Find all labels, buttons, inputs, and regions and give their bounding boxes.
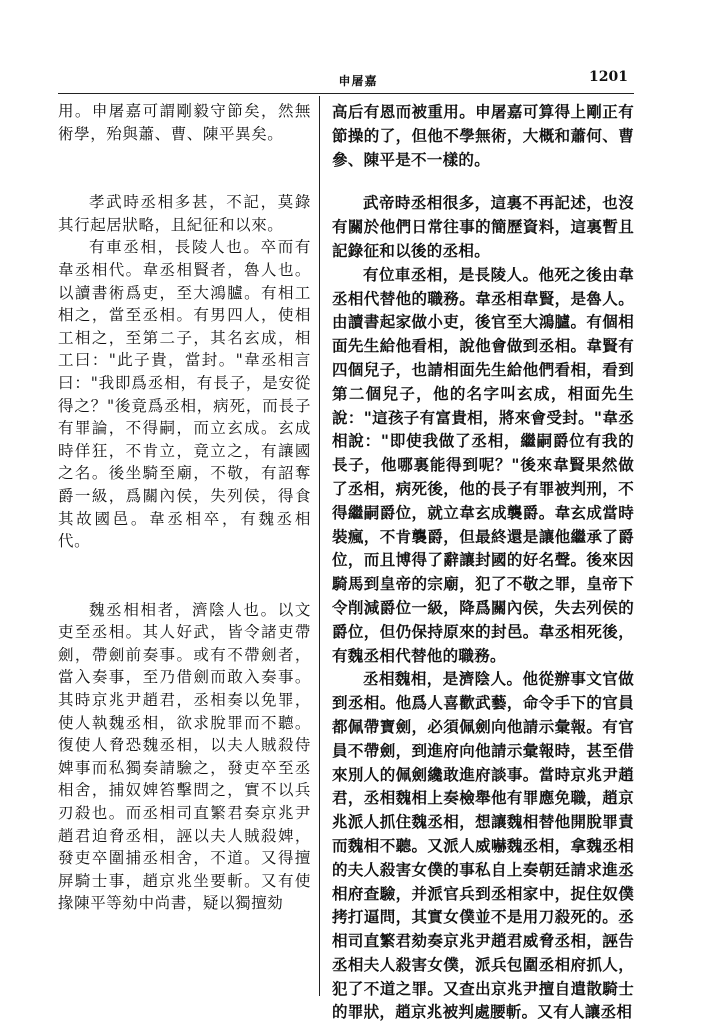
- page-number: 1201: [589, 69, 628, 85]
- original-paragraph: 魏丞相相者，濟陰人也。以文吏至丞相。其人好武，皆令諸吏帶劍，帶劍前奏事。或有不帶劍者，當入奏事，至乃借劍而敢入奏事。其時京兆尹趙君，丞相奏以免罪，使人執魏丞相，欲求脫罪而不聽。復使人脅恐魏丞相，以夫人賊殺侍婢事而私獨奏請驗之，發吏卒至丞相舍，捕奴婢笞擊問之，實不以兵刃殺也。而丞相司直繁君奏京兆尹趙君迫脅丞相，誣以夫人賊殺婢，發吏卒圍捕丞相舍，不道。又得擅屏騎士事，趙京兆坐要斬。又有使掾陳平等劾中尚書，疑以獨擅劾: [58, 600, 311, 913]
- column-divider: [319, 96, 320, 996]
- translation-column: [332, 100, 634, 1024]
- paragraph-gap: [58, 145, 311, 191]
- translation-paragraph: 高后有恩而被重用。申屠嘉可算得上剛正有節操的了，但他不學無術，大概和蕭何、曹參、陳平是不一樣的。: [332, 102, 634, 169]
- translation-paragraph: 武帝時丞相很多，這裏不再記述，也沒有關於他們日常往事的簡歷資料，這裏暫且記錄征和以後的丞相。: [332, 193, 634, 260]
- original-paragraph: 用。申屠嘉可謂剛毅守節矣，然無術學，殆與蕭、曹、陳平異矣。: [58, 102, 311, 143]
- translation-paragraph: 丞相魏相，是濟陰人。他從辦事文官做到丞相。他爲人喜歡武藝，命令手下的官員都佩帶寶劍，必須佩劍向他請示彙報。有官員不帶劍，到進府向他請示彙報時，甚至借來別人的佩劍纔敢進府談事。當時京兆尹趙君，丞相魏相上奏檢舉他有罪應免職，趙京兆派人抓住魏丞相，想讓魏相替他開脫罪責而魏相不聽。又派人威嚇魏丞相，拿魏丞相的夫人殺害女僕的事私自上奏朝廷請求進丞相府查驗，并派官兵到丞相家中，捉住奴僕拷打逼問，其實女僕並不是用刀殺死的。丞相司直繁君劾奏京兆尹趙君威脅丞相，誣告丞相夫人殺害女僕，派兵包圍丞相府抓人，犯了不道之罪。又查出京兆尹擅自遣散騎士的罪狀，趙京兆被判處腰斬。又有人讓丞相: [332, 669, 634, 1022]
- translation-paragraph: 有位車丞相，是長陵人。他死之後由韋丞相代替他的職務。韋丞相韋賢，是魯人。由讀書起家做小吏，後官至大鴻臚。有個相面先生給他看相，說他會做到丞相。韋賢有四個兒子，也請相面先生給他們看相，看到第二個兒子，他的名字叫玄成，相面先生說："這孩子有富貴相，將來會受封。"韋丞相說："即使我做了丞相，繼嗣爵位有我的長子，他哪裏能得到呢？"後來韋賢果然做了丞相，病死後，他的長子有罪被判刑，不得繼嗣爵位，就立韋玄成襲爵。韋玄成當時裝瘋，不肯襲爵，但最終還是讓他繼承了爵位，而且博得了辭讓封國的好名聲。後來因騎馬到皇帝的宗廟，犯了不敬之罪，皇帝下令削減爵位一級，降爲關內侯，失去列侯的爵位，但仍保持原來的封邑。韋丞相死後，有魏丞相代替他的職務。: [332, 264, 634, 665]
- original-text-column: [58, 100, 311, 915]
- paragraph-gap: [332, 171, 634, 191]
- original-paragraph: 孝武時丞相多甚，不記，莫錄其行起居狀略，且紀征和以來。: [58, 193, 311, 234]
- paragraph-gap: [58, 553, 311, 599]
- header-rule: [58, 93, 634, 94]
- running-title: 申屠嘉: [338, 74, 378, 88]
- original-paragraph: 有車丞相，長陵人也。卒而有韋丞相代。韋丞相賢者，魯人也。以讀書術爲吏，至大鴻臚。有相工相之，當至丞相。有男四人，使相工相之，至第二子，其名玄成，相工曰："此子貴，當封。"韋丞相言曰："我即爲丞相，有長子，是安從得之？"後竟爲丞相，病死，而長子有罪論，不得嗣，而立玄成。玄成時佯狂，不肯立，竟立之，有讓國之名。後坐騎至廟，不敬，有詔奪爵一級，爲關內侯，失列侯，得食其故國邑。韋丞相卒，有魏丞相代。: [58, 238, 311, 551]
